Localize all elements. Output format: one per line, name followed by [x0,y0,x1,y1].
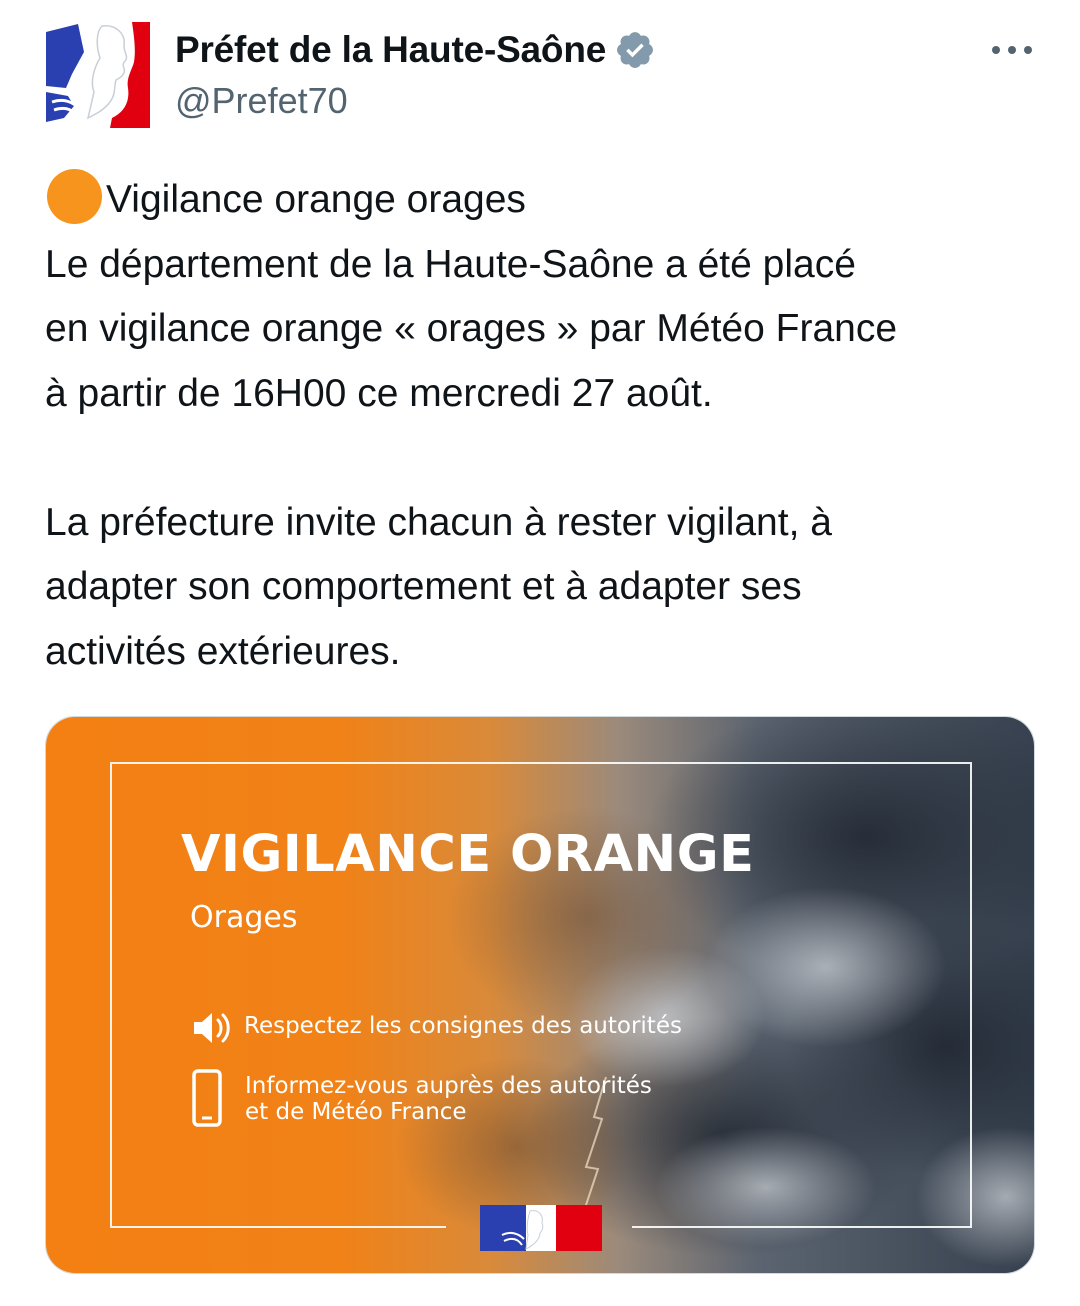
tweet-media-image[interactable] [45,716,1035,1274]
paragraph-gap [45,426,1045,491]
media-subtitle: Orages [190,900,298,935]
tweet-line: en vigilance orange « orages » par Météo France [45,307,898,350]
media-instruction-2-line-b: et de Météo France [245,1099,467,1125]
tweet-text [45,168,1045,684]
media-instruction-2 [245,1073,652,1125]
media-background [46,717,1035,1274]
tweet-line: adapter son comportement et à adapter ses [45,565,802,608]
tweet-line: Le département de la Haute-Saône a été placé [45,242,856,286]
author-handle[interactable]: @Prefet70 [175,80,348,121]
republique-francaise-logo-icon [480,1205,602,1251]
author-display-name[interactable]: Préfet de la Haute-Saône [175,29,607,70]
tweet-line-text: Vigilance orange orages [106,178,526,221]
tweet-line: La préfecture invite chacun à rester vigilant, à [45,500,832,544]
orange-circle-emoji [47,169,102,224]
tweet-line [45,168,1045,233]
media-title: VIGILANCE ORANGE [181,825,755,884]
verified-badge-icon[interactable] [614,29,656,71]
tweet-line: à partir de 16H00 ce mercredi 27 août. [45,371,713,415]
media-instruction-2-line-a: Informez-vous auprès des autorités [245,1073,652,1099]
speaker-icon [190,1008,238,1048]
tweet-line: activités extérieures. [45,629,401,673]
author-name-row [175,28,656,72]
smartphone-icon [191,1069,225,1129]
media-instruction-1: Respectez les consignes des autorités [244,1013,682,1039]
marianne-logo-icon[interactable] [44,22,152,130]
more-options-icon[interactable] [988,34,1036,66]
